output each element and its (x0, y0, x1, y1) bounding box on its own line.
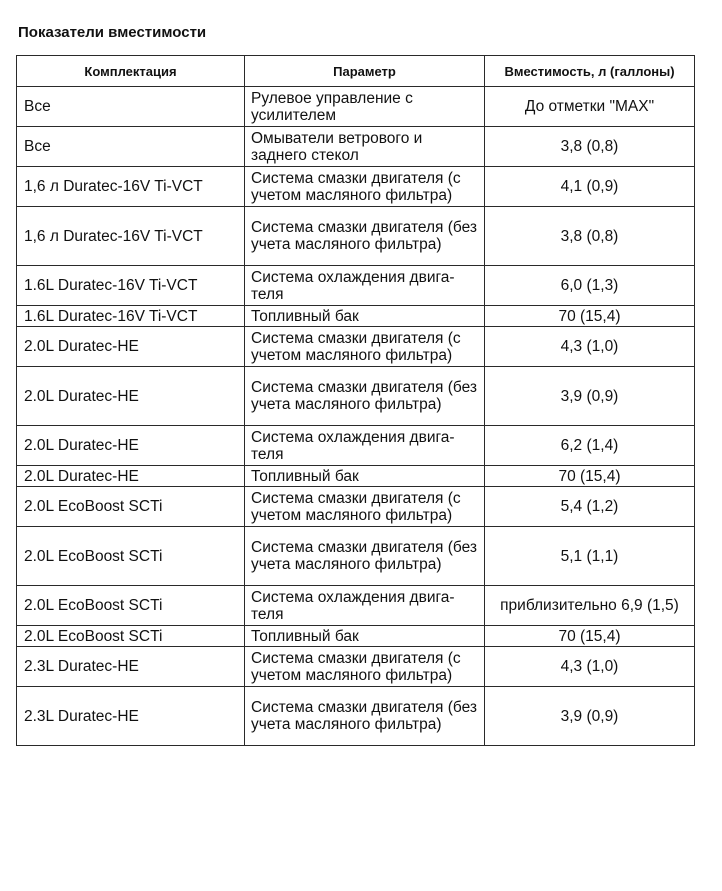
table-row (17, 266, 695, 306)
param-cell: Омыватели ветрового и заднего стекол (245, 127, 485, 167)
table-row (17, 687, 695, 746)
table-row (17, 586, 695, 626)
param-cell: Система смазки двигателя (с учетом масляного фильтра) (245, 487, 485, 527)
param-cell: Система охлаждения двига-теля (245, 586, 485, 626)
capacity-table (16, 55, 695, 746)
capacity-cell: 70 (15,4) (485, 466, 695, 487)
capacity-cell: До отметки "MAX" (485, 87, 695, 127)
param-cell: Система смазки двигателя (с учетом масляного фильтра) (245, 647, 485, 687)
table-row (17, 127, 695, 167)
config-cell: 2.3L Duratec-HE (17, 687, 245, 746)
param-cell: Система смазки двигателя (без учета масляного фильтра) (245, 687, 485, 746)
capacity-cell: 4,1 (0,9) (485, 167, 695, 207)
capacity-cell: 5,1 (1,1) (485, 527, 695, 586)
param-cell: Топливный бак (245, 466, 485, 487)
param-cell: Система смазки двигателя (без учета масляного фильтра) (245, 367, 485, 426)
capacity-cell: 70 (15,4) (485, 626, 695, 647)
capacity-cell: 3,9 (0,9) (485, 687, 695, 746)
config-cell: Все (17, 127, 245, 167)
config-cell: 2.0L EcoBoost SCTi (17, 527, 245, 586)
header-param: Параметр (245, 56, 485, 87)
table-row (17, 426, 695, 466)
config-cell: 2.0L EcoBoost SCTi (17, 487, 245, 527)
config-cell: 1,6 л Duratec-16V Ti-VCT (17, 207, 245, 266)
param-cell: Система смазки двигателя (с учетом масляного фильтра) (245, 167, 485, 207)
param-cell: Система охлаждения двига-теля (245, 266, 485, 306)
table-row (17, 647, 695, 687)
table-row (17, 487, 695, 527)
param-cell: Система смазки двигателя (без учета масляного фильтра) (245, 207, 485, 266)
capacity-cell: 4,3 (1,0) (485, 647, 695, 687)
config-cell: 2.0L Duratec-HE (17, 466, 245, 487)
capacity-cell: 4,3 (1,0) (485, 327, 695, 367)
config-cell: 1.6L Duratec-16V Ti-VCT (17, 306, 245, 327)
config-cell: 2.0L EcoBoost SCTi (17, 586, 245, 626)
config-cell: 2.0L Duratec-HE (17, 327, 245, 367)
table-row (17, 87, 695, 127)
table-row (17, 466, 695, 487)
param-cell: Топливный бак (245, 306, 485, 327)
param-cell: Система охлаждения двига-теля (245, 426, 485, 466)
config-cell: 2.0L Duratec-HE (17, 367, 245, 426)
capacity-cell: 6,2 (1,4) (485, 426, 695, 466)
capacity-cell: 6,0 (1,3) (485, 266, 695, 306)
header-capacity: Вместимость, л (галлоны) (485, 56, 695, 87)
table-row (17, 167, 695, 207)
capacity-cell: 3,8 (0,8) (485, 127, 695, 167)
capacity-cell: 3,8 (0,8) (485, 207, 695, 266)
table-row (17, 626, 695, 647)
table-row (17, 527, 695, 586)
config-cell: 2.3L Duratec-HE (17, 647, 245, 687)
table-row (17, 367, 695, 426)
config-cell: 2.0L Duratec-HE (17, 426, 245, 466)
capacity-cell: 3,9 (0,9) (485, 367, 695, 426)
param-cell: Топливный бак (245, 626, 485, 647)
config-cell: Все (17, 87, 245, 127)
table-row (17, 207, 695, 266)
capacity-cell: приблизительно 6,9 (1,5) (485, 586, 695, 626)
param-cell: Система смазки двигателя (без учета масляного фильтра) (245, 527, 485, 586)
table-header-row (17, 56, 695, 87)
capacity-cell: 70 (15,4) (485, 306, 695, 327)
config-cell: 1.6L Duratec-16V Ti-VCT (17, 266, 245, 306)
param-cell: Система смазки двигателя (с учетом масляного фильтра) (245, 327, 485, 367)
header-config: Комплектация (17, 56, 245, 87)
config-cell: 2.0L EcoBoost SCTi (17, 626, 245, 647)
config-cell: 1,6 л Duratec-16V Ti-VCT (17, 167, 245, 207)
table-row (17, 306, 695, 327)
param-cell: Рулевое управление с усилителем (245, 87, 485, 127)
table-row (17, 327, 695, 367)
capacity-cell: 5,4 (1,2) (485, 487, 695, 527)
page-title: Показатели вместимости (18, 24, 207, 41)
